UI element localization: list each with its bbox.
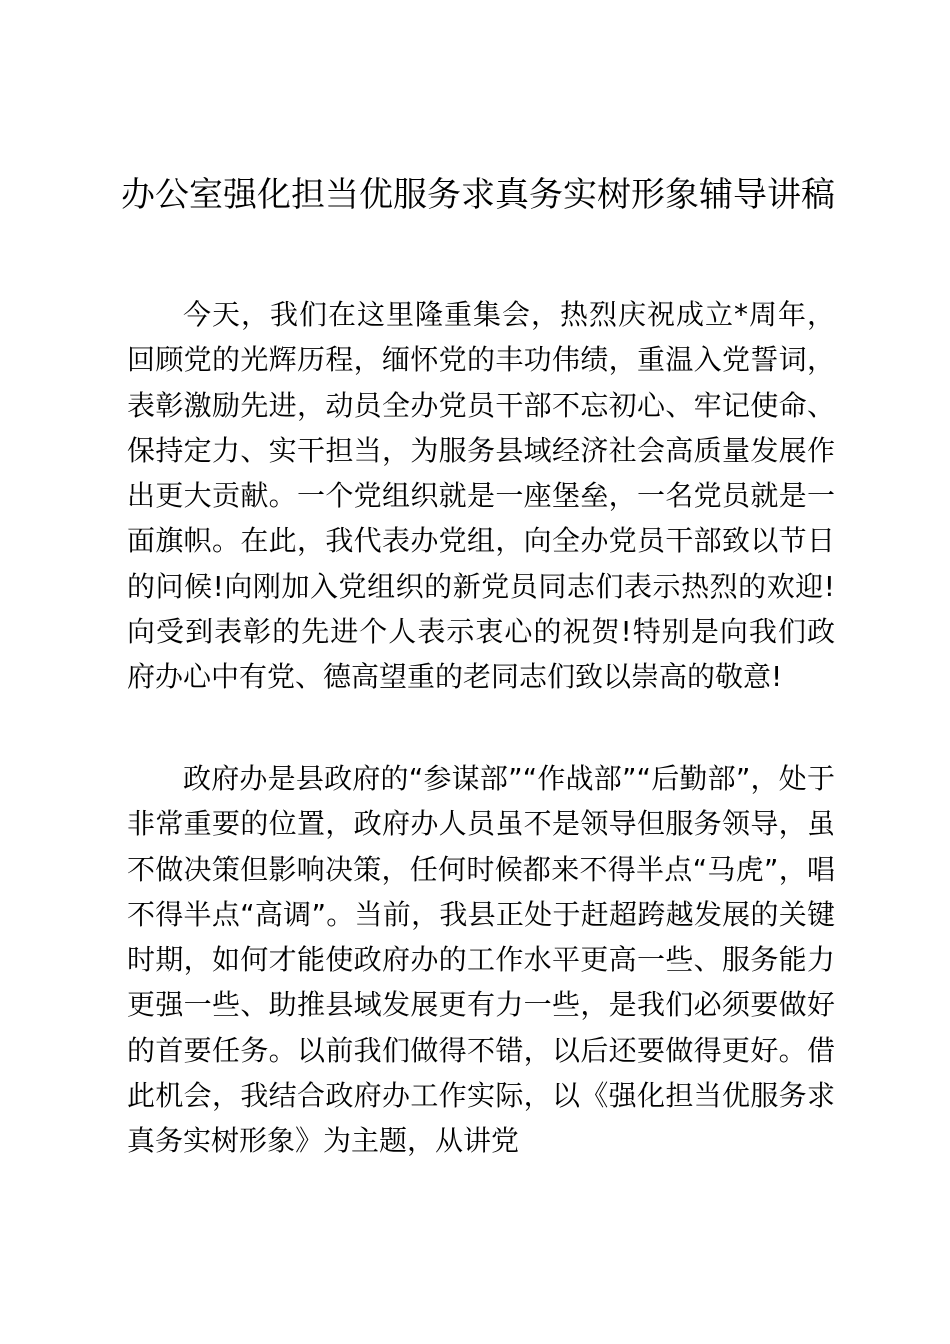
document-title: 办公室强化担当优服务求真务实树形象辅导讲稿 (121, 175, 835, 215)
paragraph-1: 今天，我们在这里隆重集会，热烈庆祝成立*周年，回顾党的光辉历程，缅怀党的丰功伟绩，重温入党誓词，表彰激励先进，动员全办党员干部不忘初心、牢记使命、保持定力、实干担当，为服务县域经济社会高质量发展作出更大贡献。一个党组织就是一座堡垒，一名党员就是一面旗帜。在此，我代表办党组，向全办党员干部致以节日的问候!向刚加入党组织的新党员同志们表示热烈的欢迎!向受到表彰的先进个人表示衷心的祝贺!特别是向我们政府办心中有党、德高望重的老同志们致以崇高的敬意! (127, 298, 835, 694)
paragraph-2: 政府办是县政府的“参谋部”“作战部”“后勤部”，处于非常重要的位置，政府办人员虽不是领导但服务领导，虽不做决策但影响决策，任何时候都来不得半点“马虎”，唱不得半点“高调”。当前，我县正处于赶超跨越发展的关键时期，如何才能使政府办的工作水平更高一些、服务能力更强一些、助推县域发展更有力一些，是我们必须要做好的首要任务。以前我们做得不错，以后还要做得更好。借此机会，我结合政府办工作实际，以《强化担当优服务求真务实树形象》为主题，从讲党 (127, 762, 835, 1158)
